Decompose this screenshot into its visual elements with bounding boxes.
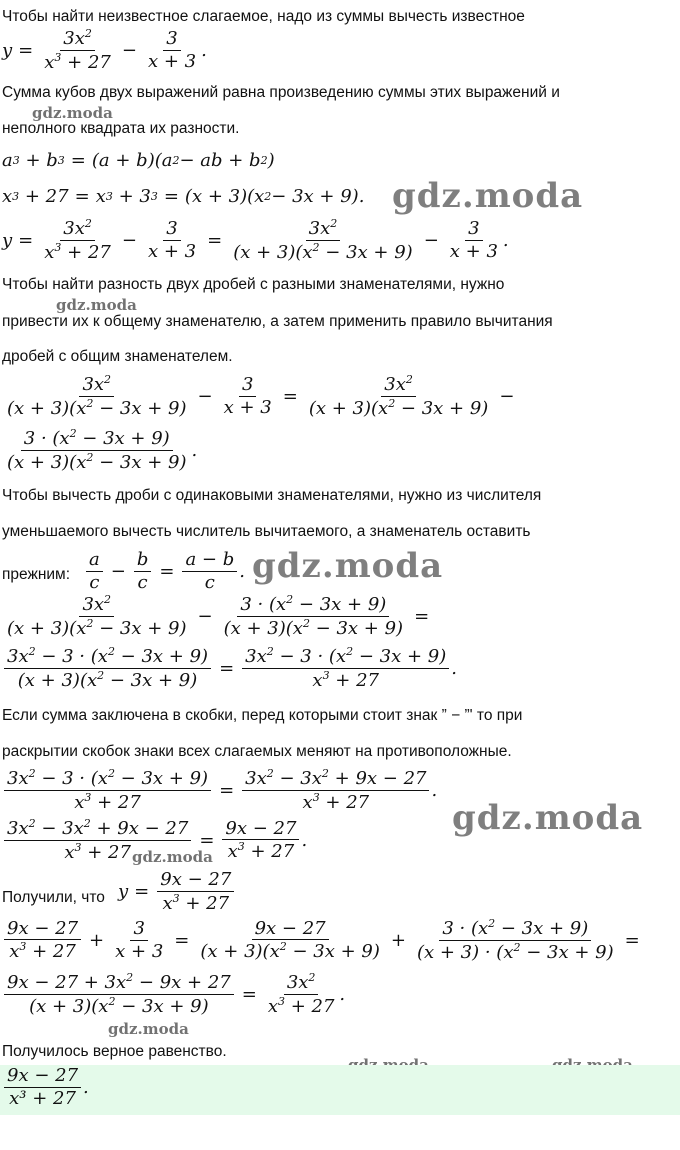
text-line: привести их к общему знаменателю, а затем применить правило вычитания [2,313,553,330]
formula-y: y = $\frac{3x^2}{x^3 + 27}$ − $\frac{3}{x + 3}$ . [2,27,207,73]
answer-formula: 9x − 27 x³ + 27 . [2,1066,89,1109]
watermark: gdz.moda [32,104,113,122]
watermark: gdz.moda [108,1020,189,1038]
formula-common-denom-cont: $3 \cdot (x^2 - 3x + 9)$ $(x + 3)(x^2 - 3x + 9)$ . [7,427,198,473]
formula-y-expanded: y = $\frac{3x^2}{x^3 + 27}$ − $\frac{3}{x + 3}$ = $\frac{3x^2}{(x + 3)(x^2 - 3x + 9)}$ − $\frac{3}{x + 3}$ . [2,217,509,263]
formula-subtract-result: $\frac{3x^2 - 3 \cdot (x^2 - 3x + 9)}{(x + 3)(x^2 - 3x + 9)}$ = $\frac{3x^2 - 3 \cdot (x^2 - 3x + 9)}{x^3 + 27}$ . [2,646,457,691]
text-line: Чтобы найти разность двух дробей с разными знаменателями, нужно [2,276,505,293]
formula-check: 9x − 27 $x^3 + 27$ + $\frac{3}{x + 3}$ = $\frac{9x - 27}{(x + 3)(x^2 - 3x + 9)}$ + $\frac{3 \cdot (x^2 - 3x + 9)}{(x + 3) \cdot (x^2 - 3x + 9)}$ = [2,918,646,963]
text-line: раскрытии скобок знаки всех слагаемых меняют на противоположные. [2,743,512,760]
watermark: gdz.moda [56,296,137,314]
formula-result-y: y = $\frac{9x - 27}{x^3 + 27}$ [118,870,236,914]
text-line: Чтобы найти неизвестное слагаемое, надо из суммы вычесть известное [2,8,525,25]
text-line: прежним: [2,566,71,583]
formula-cubes: a 3 + b 3 = (a + b)(a 2 − ab + b 2 ) [2,150,275,171]
formula-cubes-x: x 3 + 27 = x 3 + 3 3 = (x + 3)(x 2 − 3x + 9). [2,186,365,207]
formula-rule: a c − $\frac{b}{c}$ = $\frac{a - b}{c}$ . [84,550,245,593]
text-line: Сумма кубов двух выражений равна произведению суммы этих выражений и [2,84,560,101]
watermark: gdz.moda [132,848,213,866]
text-line: Чтобы вычесть дроби с одинаковыми знаменателями, нужно из числителя [2,487,542,504]
formula-check-result: $\frac{9x - 27 + 3x^2 - 9x + 27}{(x + 3)(x^2 - 3x + 9)}$ = $\frac{3x^2}{x^3 + 27}$ . [2,972,345,1017]
watermark: gdz.moda [252,546,444,586]
text-line: Если сумма заключена в скобки, перед которыми стоит знак ” − ”' то при [2,707,523,724]
text-line: дробей с общим знаменателем. [2,348,233,365]
answer-box [0,1065,680,1115]
text-line: Получилось верное равенство. [2,1043,227,1060]
formula-common-denom: $3x^2$ $(x + 3)(x^2 - 3x + 9)$ − $\frac{3}{x + 3}$ = $\frac{3x^2}{(x + 3)(x^2 - 3x + 9)}$ − [7,373,515,419]
formula-brackets: $\frac{3x^2 - 3 \cdot (x^2 - 3x + 9)}{x^3 + 27}$ = $\frac{3x^2 - 3x^2 + 9x - 27}{x^3 + 27}$ . [2,768,437,813]
text-line: уменьшаемого вычесть числитель вычитаемого, а знаменатель оставить [2,523,531,540]
watermark: gdz.moda [452,798,644,838]
text-line: Получили, что [2,889,105,906]
text-line: неполного квадрата их разности. [2,120,240,137]
formula-subtract: $3x^2$ $(x + 3)(x^2 - 3x + 9)$ − $\frac{3 \cdot (x^2 - 3x + 9)}{(x + 3)(x^2 - 3x + 9)}$ = [7,593,430,639]
watermark: gdz.moda [392,176,584,216]
formula-simplify: $\frac{3x^2 - 3x^2 + 9x - 27}{x^3 + 27}$ = $\frac{9x - 27}{x^3 + 27}$ . [2,818,307,863]
